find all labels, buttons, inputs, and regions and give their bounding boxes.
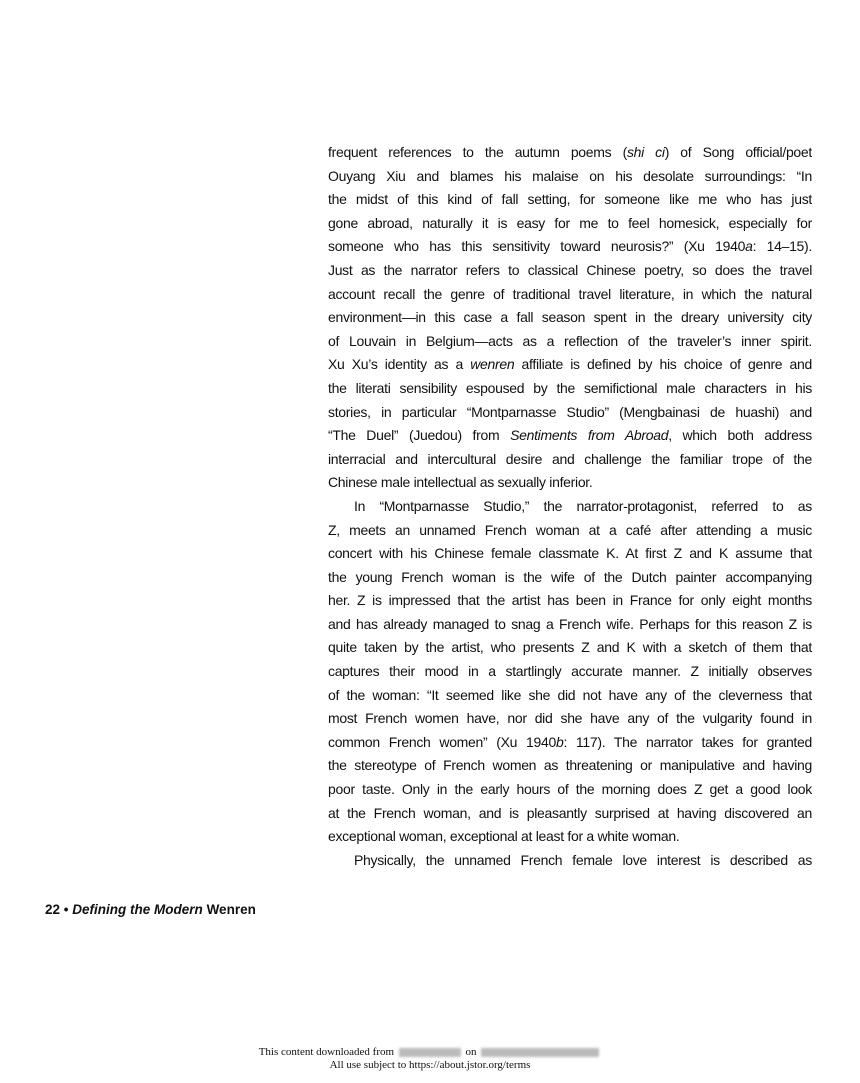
text-line bbox=[328, 377, 812, 401]
text-run: of Louvain in Belgium—acts as a reflection of the traveler’s inner spirit. bbox=[328, 332, 812, 349]
text-run: the midst of this kind of fall setting, for someone like me who has just bbox=[328, 191, 812, 208]
text-line bbox=[328, 849, 812, 873]
text-run: stories, in particular “Montparnasse Studio” (Mengbainasi de huashi) and bbox=[328, 403, 812, 420]
text-line bbox=[328, 259, 812, 283]
italic-text: wenren bbox=[470, 356, 515, 373]
italic-text: a bbox=[745, 238, 753, 255]
text-run: , which both address bbox=[668, 427, 812, 444]
body-text bbox=[328, 141, 812, 872]
text-line bbox=[328, 165, 812, 189]
text-run: captures their mood in a startlingly accurate manner. Z initially observes bbox=[328, 663, 812, 680]
text-line bbox=[328, 613, 812, 637]
italic-text: b bbox=[555, 733, 564, 750]
text-line bbox=[328, 707, 812, 731]
text-run: the literati sensibility espoused by the semifictional male characters in his bbox=[328, 379, 812, 396]
text-run: : 14–15). bbox=[752, 238, 812, 255]
text-run: concert with his Chinese female classmate K. At first Z and K assume that bbox=[328, 545, 812, 562]
text-run: “The Duel” (Juedou) from bbox=[328, 427, 511, 444]
text-run: Xu Xu’s identity as a bbox=[328, 356, 471, 373]
text-line bbox=[328, 283, 812, 307]
text-run: frequent references to the autumn poems ( bbox=[328, 144, 627, 160]
text-run: at the French woman, and is pleasantly surprised at having discovered an bbox=[328, 804, 812, 821]
text-run: common French women” (Xu 1940 bbox=[328, 733, 556, 750]
text-run: Ouyang Xiu and blames his malaise on his desolate surroundings: “In bbox=[328, 167, 812, 184]
running-footer bbox=[45, 902, 256, 917]
text-line bbox=[328, 660, 812, 684]
text-run: : 117). The narrator takes for granted bbox=[563, 733, 812, 750]
text-run: Just as the narrator refers to classical Chinese poetry, so does the travel bbox=[328, 261, 812, 278]
redacted-ip bbox=[399, 1048, 461, 1057]
text-line bbox=[328, 589, 812, 613]
text-line bbox=[328, 495, 812, 519]
text-line bbox=[328, 141, 812, 165]
text-line bbox=[328, 802, 812, 826]
book-title-italic: Defining the Modern bbox=[72, 902, 203, 917]
text-line bbox=[328, 566, 812, 590]
text-line bbox=[328, 684, 812, 708]
text-run: account recall the genre of traditional travel literature, in which the natural bbox=[328, 285, 812, 302]
text-run: gone abroad, naturally it is easy for me to feel homesick, especially for bbox=[328, 214, 812, 231]
text-run: In “Montparnasse Studio,” the narrator-protagonist, referred to as bbox=[354, 497, 812, 514]
text-run: Chinese male intellectual as sexually inferior. bbox=[328, 474, 593, 491]
text-line bbox=[328, 330, 812, 354]
text-line bbox=[328, 471, 812, 495]
text-line bbox=[328, 188, 812, 212]
text-run: and has already managed to snag a French wife. Perhaps for this reason Z is bbox=[328, 615, 812, 632]
text-line bbox=[328, 778, 812, 802]
text-line bbox=[328, 401, 812, 425]
text-run: Z, meets an unnamed French woman at a café after attending a music bbox=[328, 521, 812, 538]
text-run: Physically, the unnamed French female love interest is described as bbox=[354, 851, 812, 868]
text-line bbox=[328, 306, 812, 330]
text-line bbox=[328, 212, 812, 236]
text-run: her. Z is impressed that the artist has been in France for only eight months bbox=[328, 592, 812, 609]
redacted-timestamp bbox=[481, 1048, 599, 1057]
text-line bbox=[328, 353, 812, 377]
text-line bbox=[328, 636, 812, 660]
text-line bbox=[328, 825, 812, 849]
bullet-separator: • bbox=[63, 902, 69, 917]
text-line bbox=[328, 235, 812, 259]
book-title-roman: Wenren bbox=[206, 902, 256, 917]
text-run: environment—in this case a fall season spent in the dreary university city bbox=[328, 309, 812, 326]
text-run: affiliate is defined by his choice of genre and bbox=[514, 356, 812, 373]
text-line bbox=[328, 731, 812, 755]
download-on: on bbox=[465, 1046, 477, 1058]
text-run: exceptional woman, exceptional at least for a white woman. bbox=[328, 828, 680, 845]
download-prefix: This content downloaded from bbox=[258, 1046, 395, 1058]
terms-line: All use subject to https://about.jstor.org/terms bbox=[329, 1058, 531, 1071]
text-line bbox=[328, 519, 812, 543]
italic-text: Sentiments from Abroad bbox=[510, 427, 669, 444]
text-run: interracial and intercultural desire and challenge the familiar trope of the bbox=[328, 450, 812, 467]
italic-text: shi ci bbox=[626, 144, 665, 160]
text-run: of the woman: “It seemed like she did not have any of the cleverness that bbox=[328, 686, 812, 703]
page-number: 22 bbox=[45, 902, 61, 917]
text-run: someone who has this sensitivity toward neurosis?” (Xu 1940 bbox=[328, 238, 746, 255]
text-run: the stereotype of French women as threatening or manipulative and having bbox=[328, 757, 812, 774]
text-run: ) of Song official/poet bbox=[664, 144, 812, 160]
text-run: poor taste. Only in the early hours of the morning does Z get a good look bbox=[328, 781, 812, 798]
text-run: the young French woman is the wife of the Dutch painter accompanying bbox=[328, 568, 812, 585]
download-notice bbox=[0, 1046, 860, 1071]
download-line bbox=[0, 1046, 860, 1059]
text-line bbox=[328, 754, 812, 778]
text-line bbox=[328, 448, 812, 472]
text-line bbox=[328, 542, 812, 566]
text-run: quite taken by the artist, who presents Z and K with a sketch of them that bbox=[328, 639, 812, 656]
text-line bbox=[328, 424, 812, 448]
text-run: most French women have, nor did she have any of the vulgarity found in bbox=[328, 710, 812, 727]
